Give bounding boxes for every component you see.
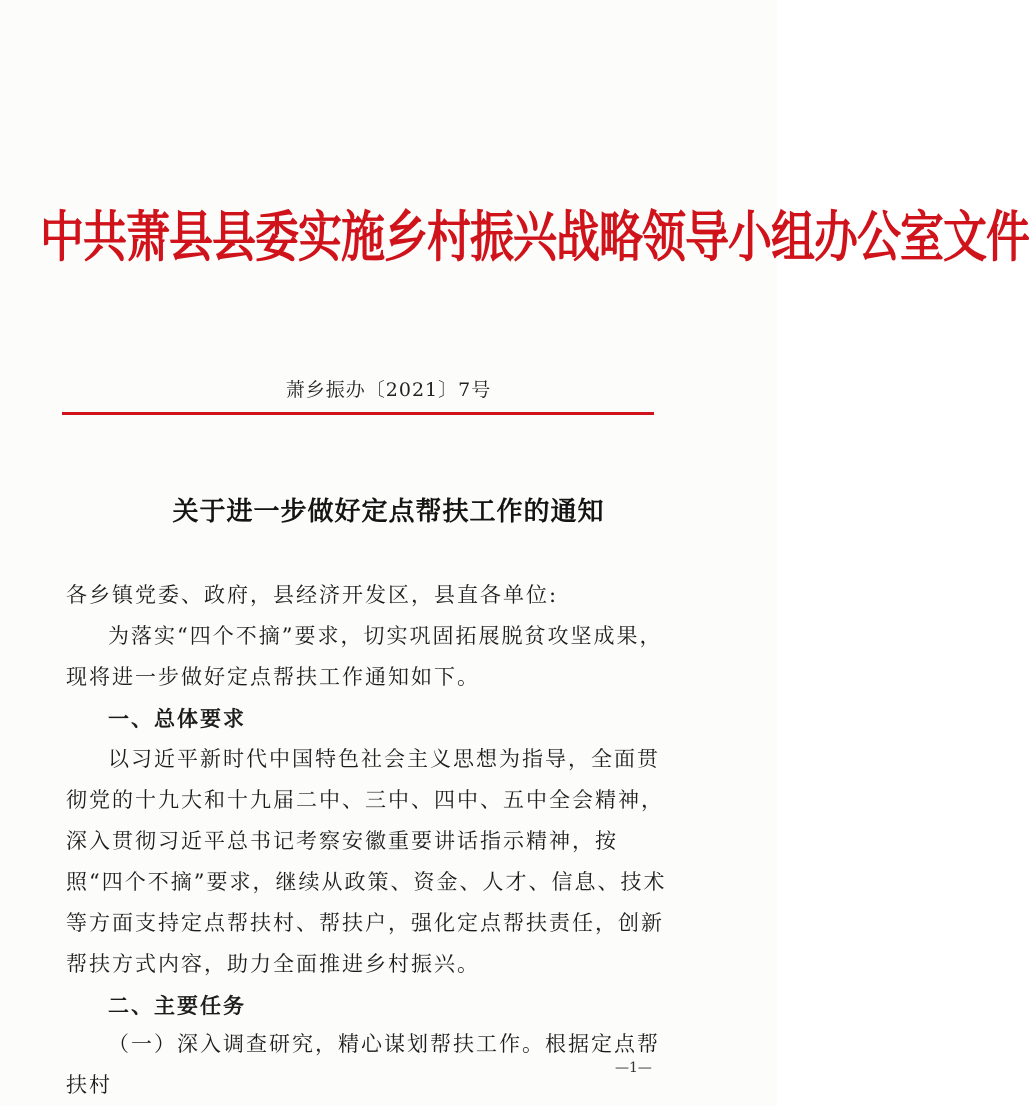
notice-title: 关于进一步做好定点帮扶工作的通知 bbox=[172, 497, 605, 527]
section2-heading: 二、主要任务 bbox=[108, 993, 246, 1018]
document-number: 萧乡振办〔2021〕7号 bbox=[285, 379, 492, 401]
task1-paragraph: （一）深入调查研究，精心谋划帮扶工作。根据定点帮扶村 bbox=[66, 1032, 660, 1097]
page-number: —1— bbox=[615, 1060, 652, 1076]
section1-heading: 一、总体要求 bbox=[108, 706, 246, 731]
red-divider-line bbox=[62, 412, 654, 415]
intro-paragraph: 为落实“四个不摘”要求，切实巩固拓展脱贫攻坚成果，现将进一步做好定点帮扶工作通知如下。 bbox=[66, 624, 663, 689]
addressee-line: 各乡镇党委、政府，县经济开发区，县直各单位: bbox=[66, 583, 559, 607]
org-header-title: 中共萧县县委实施乡村振兴战略领导小组办公室文件 bbox=[40, 205, 1029, 270]
section1-paragraph: 以习近平新时代中国特色社会主义思想为指导，全面贯彻党的十九大和十九届二中、三中、四中、五中全会精神，深入贯彻习近平总书记考察安徽重要讲话指示精神，按照“四个不摘”要求，继续从政策、资金、人才、信息、技术等方面支持定点帮扶村、帮扶户，强化定点帮扶责任，创新帮扶方式内容，助力全面推进乡村振兴。 bbox=[66, 747, 667, 976]
